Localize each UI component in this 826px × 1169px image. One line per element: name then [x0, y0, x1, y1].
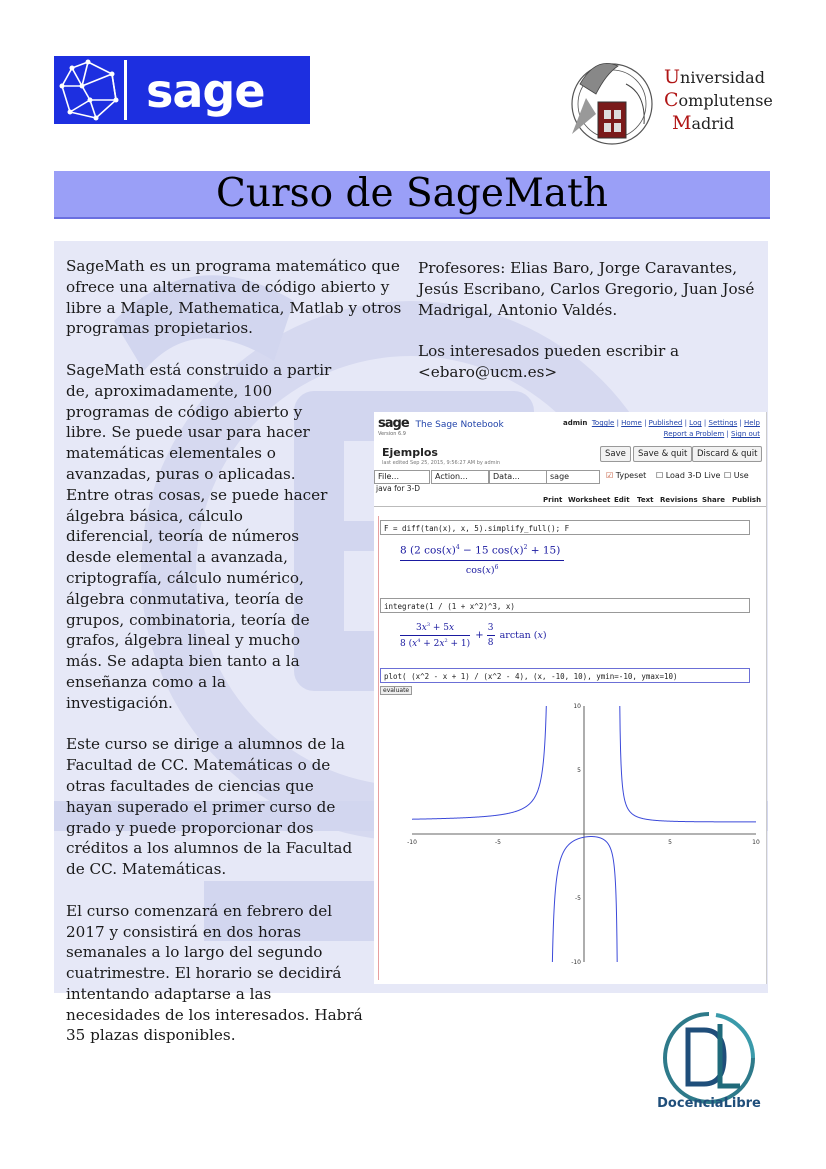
polyhedron-icon [54, 56, 124, 124]
discard-quit-button[interactable]: Discard & quit [692, 446, 762, 462]
data-menu[interactable]: Data... [489, 470, 547, 484]
link-toggle[interactable]: Toggle [591, 419, 615, 427]
toolbar-text[interactable]: Text [637, 496, 654, 504]
cell-input-3[interactable]: plot( (x^2 - x + 1) / (x^2 - 4), (x, -10, 10), ymin=-10, ymax=10) [380, 668, 750, 683]
link-sign-out[interactable]: Sign out [731, 430, 760, 438]
toolbar-print[interactable]: Print [543, 496, 563, 504]
y-tick-label: -5 [575, 895, 581, 902]
user-name: admin [562, 419, 588, 427]
java-label: java for 3-D [376, 484, 421, 493]
ucm-logo [566, 54, 773, 149]
intro-paragraph: SageMath es un programa matemático que ofrece una alternativa de código abierto y libre a Maple, Mathematica, Matlab y otros programas propietarios. [66, 257, 402, 338]
action-menu[interactable]: Action... [431, 470, 489, 484]
toolbar-revisions[interactable]: Revisions [660, 496, 698, 504]
sage-logo-text: sage [146, 64, 265, 118]
cell-output-1: 8 (2 $\cos(x)^4 - 15$ $\cos(x)^2 + 15$) $\cos(x)^6$ [400, 544, 564, 576]
notebook-version: Version 6.9 [378, 431, 406, 437]
y-tick-label: -10 [571, 959, 581, 966]
right-column [418, 258, 760, 404]
function-curve-segment-1 [412, 698, 549, 819]
notebook-links: admin Toggle | Home | Published | Log | Settings | Help Report a Problem | Sign out [562, 419, 760, 438]
ucm-line-1: Universidad [664, 66, 765, 88]
title-bar [54, 171, 770, 219]
cell-output-2: $\frac{3x^3 + 5x}{8 (x^4 + 2x^2 + 1)}$ + $\frac{3}{8}$ arctan (x) [400, 622, 547, 649]
link-help[interactable]: Help [744, 419, 760, 427]
cell-input-2[interactable]: integrate(1 / (1 + x^2)^3, x) [380, 598, 750, 613]
last-edited: last edited Sep 25, 2015, 9:56:27 AM by admin [382, 460, 501, 466]
link-report-problem[interactable]: Report a Problem [663, 430, 725, 438]
schedule-paragraph: El curso comenzará en febrero del 2017 y consistirá en dos horas semanales a lo largo del segundo cuatrimestre. El horario se decidirá intentando adaptarse a las necesidades de los interesados. Habrá 35 plazas disponibles. [66, 901, 363, 1045]
y-tick-label: 10 [573, 703, 581, 710]
y-tick-label: 5 [577, 767, 581, 774]
ucm-line-3: Madrid [672, 112, 735, 134]
cell-margin-line [378, 516, 379, 980]
typeset-checkbox[interactable]: ☑ Typeset [606, 471, 647, 480]
function-plot [404, 698, 762, 970]
toolbar-publish[interactable]: Publish [732, 496, 762, 504]
file-menu[interactable]: File... [374, 470, 430, 484]
toolbar-divider [374, 506, 766, 507]
use-checkbox[interactable]: ☐ Use [724, 471, 749, 480]
worksheet-name[interactable]: Ejemplos [382, 446, 438, 459]
cell-input-1[interactable]: F = diff(tan(x), x, 5).simplify_full(); F [380, 520, 750, 535]
page-title: Curso de SageMath [216, 171, 608, 216]
x-tick-label: -10 [407, 839, 417, 846]
contact-paragraph: Los interesados pueden escribir a <ebaro@ucm.es> [418, 342, 680, 381]
link-home[interactable]: Home [621, 419, 642, 427]
toolbar-edit[interactable]: Edit [614, 496, 630, 504]
save-button[interactable]: Save [600, 446, 631, 462]
sage-logo [54, 56, 310, 124]
evaluate-button[interactable]: evaluate [380, 686, 412, 695]
link-published[interactable]: Published [648, 419, 683, 427]
ucm-crest-icon [566, 54, 658, 149]
link-log[interactable]: Log [689, 419, 702, 427]
docencialibre-label: DocenciaLibre [657, 1096, 761, 1111]
audience-paragraph: Este curso se dirige a alumnos de la Facultad de CC. Matemáticas o de otras facultades de ciencias que hayan superado el primer curso de grado y puede proporcionar dos créditos a los alumnos de la Facultad de CC. Matemáticas. [66, 735, 353, 879]
link-settings[interactable]: Settings [708, 419, 738, 427]
x-tick-label: 10 [752, 839, 760, 846]
system-select[interactable]: sage [546, 470, 600, 484]
x-tick-label: -5 [495, 839, 501, 846]
toolbar-worksheet[interactable]: Worksheet [568, 496, 611, 504]
x-tick-label: 5 [668, 839, 672, 846]
function-curve-segment-3 [619, 698, 756, 822]
notebook-logo: sage [378, 416, 409, 431]
professors-paragraph: Profesores: Elias Baro, Jorge Caravantes, Jesús Escribano, Carlos Gregorio, Juan José Madrigal, Antonio Valdés. [418, 259, 755, 319]
ucm-line-2: Complutense [664, 89, 773, 111]
toolbar-share[interactable]: Share [702, 496, 725, 504]
sage-notebook-screenshot [374, 412, 767, 984]
logo-divider [124, 60, 127, 120]
load3d-checkbox[interactable]: ☐ Load 3-D Live [656, 471, 721, 480]
description-paragraph: SageMath está construido a partir de, aproximadamente, 100 programas de código abierto y libre. Se puede usar para hacer matemáticas elementales o avanzadas, puras o aplicadas. Entre otras cosas, se puede hacer álgebra básica, cálculo diferencial, teoría de números desde elemental a avanzada, criptografía, cálculo numérico, álgebra conmutativa, teoría de grupos, combinatoria, teoría de grafos, álgebra lineal y mucho más. Se adapta bien tanto a la enseñanza como a la investigación. [66, 360, 332, 712]
save-quit-button[interactable]: Save & quit [633, 446, 692, 462]
notebook-header [378, 416, 504, 437]
notebook-app-title: The Sage Notebook [415, 420, 504, 430]
left-column [66, 256, 406, 1067]
